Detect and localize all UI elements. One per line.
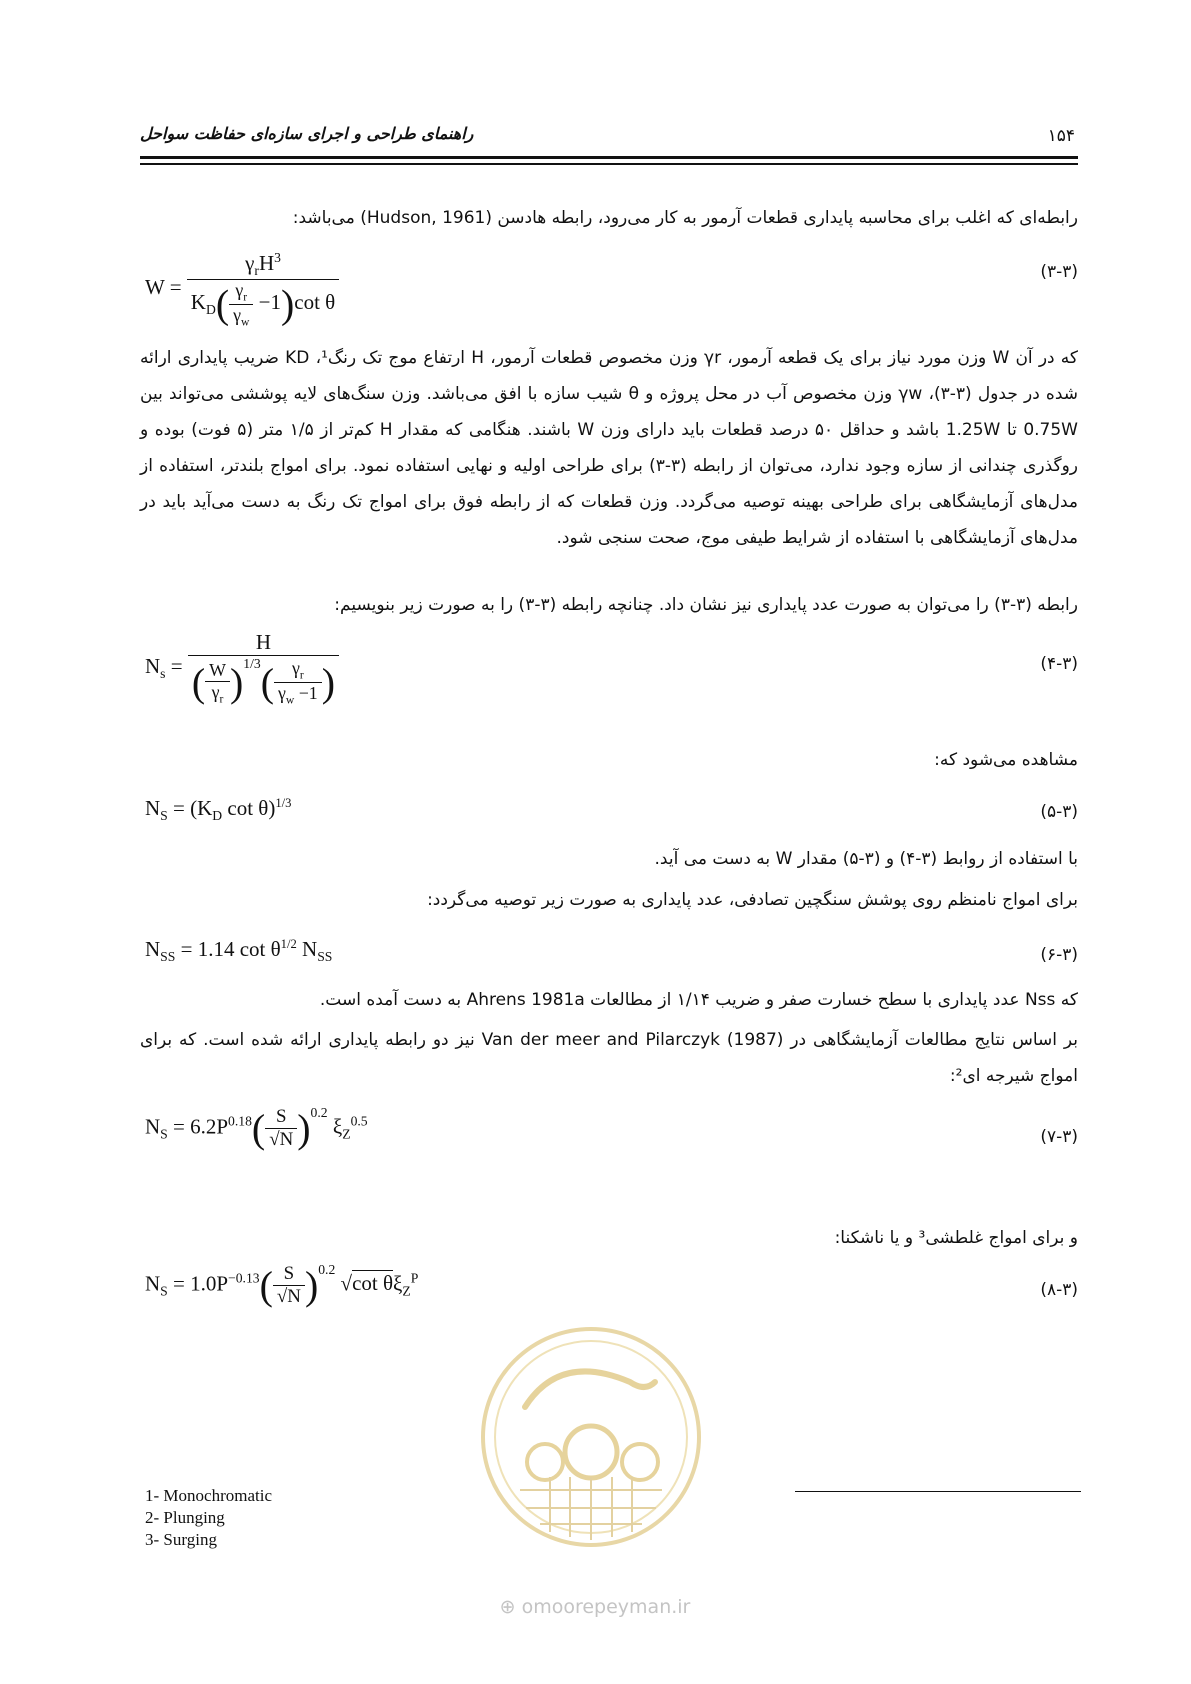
footnote-2: 2- Plunging <box>145 1508 225 1527</box>
equation-4-3: $N_s$ = H ( $\frac{W}{\gamma_r}$ )$^{1/3}$( $\frac{\gamma_r}{\gamma_w -1}$ ) <box>145 630 339 706</box>
page-number: ۱۵۴ <box>1047 126 1075 146</box>
paragraph-4: مشاهده می‌شود که: <box>934 750 1078 770</box>
stamp-logo-icon <box>470 1312 712 1582</box>
paragraph-3: رابطه (۳-۳) را می‌توان به صورت عدد پایداری نیز نشان داد. چنانچه رابطه (۳-۳) را به صورت زیر بنویسیم: <box>334 595 1078 615</box>
equation-number-3-3: (۳-۳) <box>1040 262 1078 282</box>
footnote-rule <box>795 1491 1081 1492</box>
footnote-3: 3- Surging <box>145 1530 217 1549</box>
paragraph-9: و برای امواج غلطشی³ و یا ناشکنا: <box>834 1228 1078 1248</box>
equation-number-4-3: (۴-۳) <box>1040 654 1078 674</box>
paragraph-5: با استفاده از روابط (۳-۴) و (۳-۵) مقدار W به دست می آید. <box>654 849 1078 869</box>
footnote-1: 1- Monochromatic <box>145 1486 272 1505</box>
paragraph-7: که Nss عدد پایداری با سطح خسارت صفر و ضریب ۱/۱۴ از مطالعات Ahrens 1981a به دست آمده است. <box>319 990 1078 1010</box>
paragraph-2: که در آن W وزن مورد نیاز برای یک قطعه آرمور، γr وزن مخصوص قطعات آرمور، H ارتفاع موج تک رنگ¹، KD ضریب پایداری ارائه شده در جدول (۳-۳)، γw وزن مخصوص آب در محل پروژه و θ شیب سازه با افق می‌باشد. وزن سنگ‌های لایه پوششی می‌تواند بین 0.75W تا 1.25W باشد و حداقل ۵۰ درصد قطعات باید دارای وزن W باشند. هنگامی که مقدار H کم‌تر از ۱/۵ متر (۵ فوت) بوده و روگذری چندانی از سازه وجود ندارد، می‌توان از رابطه (۳-۳) برای طراحی اولیه و نهایی استفاده نمود. برای امواج بلندتر، استفاده از مدل‌های آزمایشگاهی برای طراحی بهینه توصیه می‌گردد. وزن قطعات که از رابطه فوق برای امواج تک رنگ به دست می‌آید باید در مدل‌های آزمایشگاهی با استفاده از شرایط طیفی موج، صحت سنجی شود. <box>140 348 1079 548</box>
header-rule-thin <box>140 163 1078 165</box>
paragraph-8: بر اساس نتایج مطالعات آزمایشگاهی در Van der meer and Pilarczyk (1987) نیز دو رابطه پایداری ارائه شده است. که برای امواج شیرجه ای²: <box>140 1030 1078 1086</box>
equation-number-8-3: (۸-۳) <box>1040 1280 1078 1300</box>
equation-5-3: $N_S = (K_D$ cot θ)$^{1/3}$ <box>145 796 292 824</box>
equation-number-7-3: (۷-۳) <box>1040 1127 1078 1147</box>
paragraph-1: رابطه‌ای که اغلب برای محاسبه پایداری قطعات آرمور به کار می‌رود، رابطه هادسن (Hudson, 1961) می‌باشد: <box>292 208 1078 228</box>
equation-number-6-3: (۶-۳) <box>1040 945 1078 965</box>
equation-3-3: W = $\gamma_rH^3$ $K_D$( $\frac{\gamma_r}{\gamma_w}$ −1)cot θ <box>145 250 339 328</box>
equation-8-3: $N_S = 1.0P^{-0.13}$( $\frac{S}{√N}$ )$^{0.2}$ √cot $\theta\xi_Z^P$ <box>145 1262 419 1309</box>
equation-7-3: $N_S = 6.2P^{0.18}$( $\frac{S}{√N}$ )$^{0.2}$ $\xi_Z^{0.5}$ <box>145 1105 368 1152</box>
watermark-site: ⊕ omoorepeyman.ir <box>499 1596 691 1618</box>
equation-6-3: $N_{SS} = 1.14$ $\cot \theta^{1/2}$ $N_{SS}$ <box>145 937 333 965</box>
header-rule-thick <box>140 156 1078 159</box>
paragraph-6: برای امواج نامنظم روی پوشش سنگچین تصادفی، عدد پایداری به صورت زیر توصیه می‌گردد: <box>427 890 1078 910</box>
equation-number-5-3: (۵-۳) <box>1040 802 1078 822</box>
book-title: راهنمای طراحی و اجرای سازه‌ای حفاظت سواحل <box>140 124 474 143</box>
